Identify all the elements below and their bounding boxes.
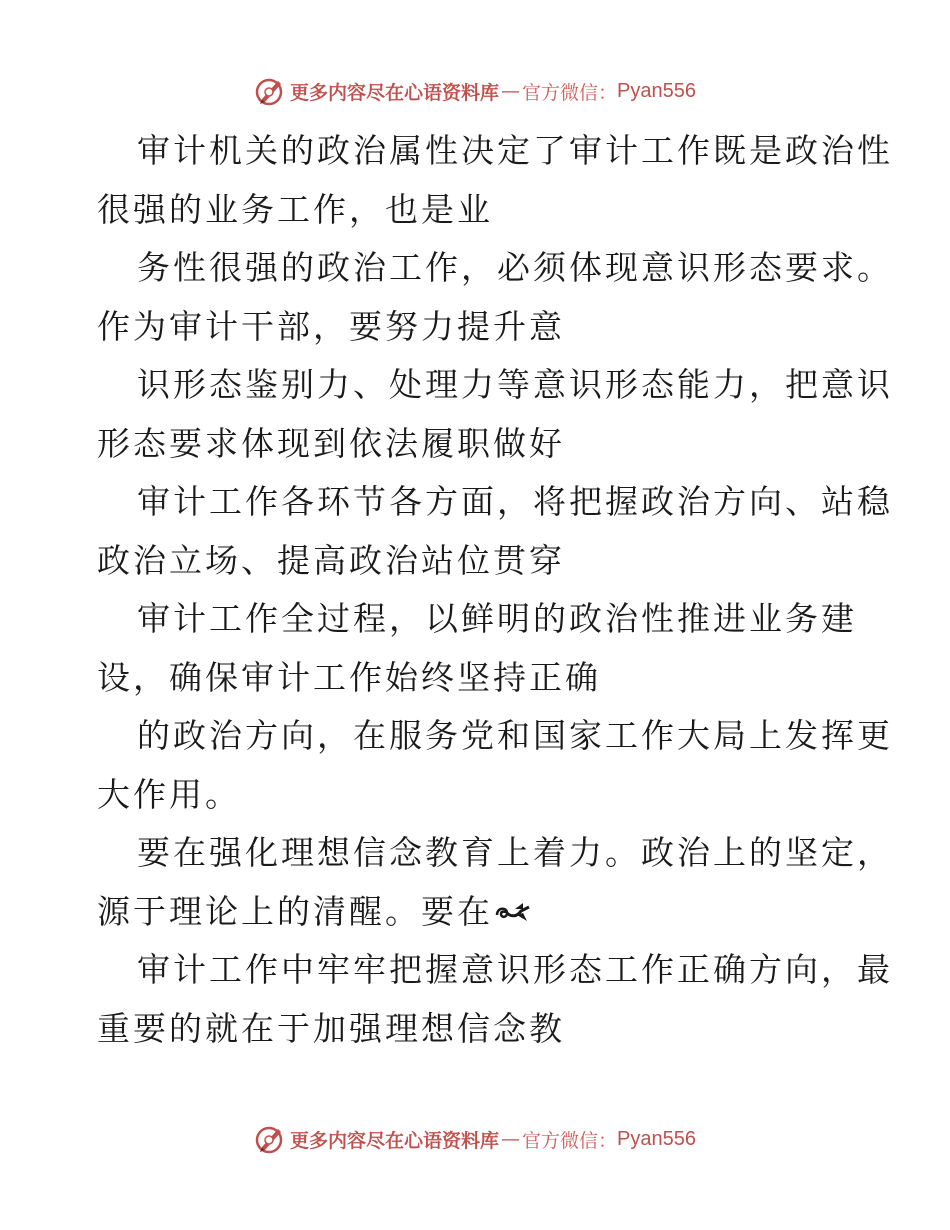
document-body (97, 122, 893, 1058)
text-line: 很强的业务工作，也是业 (97, 189, 493, 229)
banner-dash: — (501, 1128, 521, 1150)
paragraph (97, 707, 893, 824)
header-watermark-banner (0, 71, 950, 111)
text-line: 识形态鉴别力、处理力等意识形态能力，把意识 (137, 365, 893, 404)
footer-watermark-banner (0, 1119, 950, 1159)
text-line: 形态要求体现到依法履职做好 (97, 423, 565, 463)
text-line: 要在强化理想信念教育上着力。政治上的坚定， (137, 833, 893, 872)
text-line-content: 源于理论上的清醒。要在 (97, 891, 493, 931)
paragraph (97, 356, 893, 473)
paragraph (97, 239, 893, 356)
banner-text: 更多内容尽在心语资料库 (290, 1129, 500, 1152)
text-line-with-ornament (97, 883, 857, 942)
text-line: 审计工作中牢牢把握意识形态工作正确方向，最 (137, 950, 893, 989)
paragraph (97, 941, 893, 1058)
text-line: 重要的就在于加强理想信念教 (97, 1008, 565, 1048)
text-line: 的政治方向，在服务党和国家工作大局上发挥更 (137, 716, 893, 755)
banner-dash: — (501, 80, 521, 102)
text-line: 审计工作各环节各方面，将把握政治方向、站稳 (137, 482, 893, 521)
text-line: 大作用。 (97, 774, 241, 814)
ornament-icon (493, 899, 533, 925)
logo-icon (254, 1123, 286, 1155)
banner-wechat-id: Pyan556 (617, 1127, 696, 1150)
paragraph (97, 824, 893, 941)
paragraph (97, 473, 893, 590)
banner-text: 更多内容尽在心语资料库 (290, 81, 500, 104)
text-line: 审计机关的政治属性决定了审计工作既是政治性 (137, 131, 893, 170)
text-line: 作为审计干部，要努力提升意 (97, 306, 565, 346)
banner-wechat-label: 官方微信： (522, 81, 618, 104)
paragraph (97, 122, 893, 239)
paragraph (97, 590, 857, 707)
text-line: 审计工作全过程，以鲜明的政治性推进业务建 (137, 599, 857, 638)
text-line: 设，确保审计工作始终坚持正确 (97, 657, 601, 697)
text-line: 政治立场、提高政治站位贯穿 (97, 540, 565, 580)
banner-wechat-id: Pyan556 (617, 79, 696, 102)
text-line: 务性很强的政治工作，必须体现意识形态要求。 (137, 248, 893, 287)
logo-icon (254, 75, 286, 107)
banner-wechat-label: 官方微信： (522, 1129, 618, 1152)
